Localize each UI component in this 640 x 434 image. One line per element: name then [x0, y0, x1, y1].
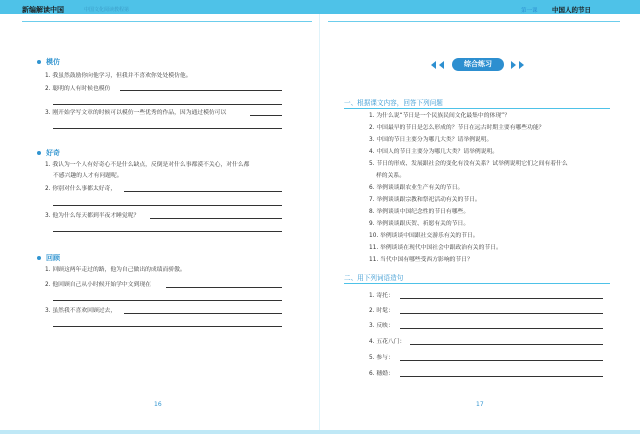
- answer-line[interactable]: [53, 300, 282, 301]
- question-item: 5. 节日的形成、发展跟社会的变化有没有关系？试举例说明它们之间有着什么: [369, 161, 568, 167]
- answer-line[interactable]: [400, 298, 603, 299]
- answer-line[interactable]: [120, 90, 282, 91]
- exercise-item: 3. 刚开始学写文章的时候可以模仿一些优秀的作品，因为通过模仿可以: [45, 110, 227, 116]
- answer-line[interactable]: [400, 328, 603, 329]
- word-item: 6. 穗婚：: [369, 371, 394, 377]
- question-item: 8. 举例谈谈中国纪念性的节日有哪些。: [369, 209, 470, 215]
- answer-line[interactable]: [400, 376, 603, 377]
- header-rule-right: [328, 21, 620, 22]
- section-heading: [37, 148, 60, 158]
- question-item: 样的关系。: [376, 173, 405, 179]
- answer-line[interactable]: [53, 326, 282, 327]
- section-heading: [37, 57, 60, 67]
- word-item: 2. 时髦：: [369, 308, 394, 314]
- unit-title: 中国人的节日: [552, 6, 591, 14]
- word-item: 1. 寄托：: [369, 293, 394, 299]
- page-gutter: [319, 14, 320, 434]
- exercise-item: 2. 你别对什么事都太好奇，: [45, 186, 117, 192]
- arrow-right-icon: [511, 61, 516, 69]
- section-title: 模仿: [46, 58, 60, 66]
- unit-label: 第一课: [521, 8, 538, 14]
- bullet-icon: [37, 151, 41, 155]
- exercise-item: 3. 他为什么每天都到半夜才睡觉呢？: [45, 213, 140, 219]
- page-number: 17: [476, 401, 484, 408]
- exercise-item: 不感兴趣的人才有问题呢。: [53, 173, 123, 179]
- answer-line[interactable]: [124, 313, 282, 314]
- banner-title: 综合练习: [464, 60, 492, 68]
- word-item: 5. 参与：: [369, 355, 394, 361]
- answer-line[interactable]: [400, 313, 603, 314]
- word-item: 3. 反映：: [369, 323, 394, 329]
- bullet-icon: [37, 60, 41, 64]
- arrow-right-icon: [519, 61, 524, 69]
- bullet-icon: [37, 256, 41, 260]
- question-item: 4. 中国人的节日主要分为哪几大类？请举例说明。: [369, 149, 499, 155]
- answer-line[interactable]: [53, 231, 282, 232]
- question-item: 11. 举例谈谈在现代中国社会中跟政治有关的节日。: [369, 245, 502, 251]
- book-title: 新编解读中国: [22, 6, 64, 14]
- part-title: 一、根据课文内容，回答下列问题: [344, 99, 443, 107]
- header-rule-left: [22, 21, 312, 22]
- question-item: 1. 为什么说“节日是一个民族民间文化最集中的体现”？: [369, 113, 510, 119]
- word-item: 4. 五花八门：: [369, 339, 406, 345]
- answer-line[interactable]: [250, 115, 282, 116]
- exercise-item: 3. 虽然我不喜欢回顾过去，: [45, 308, 117, 314]
- part-title: 二、用下列词语造句: [344, 274, 404, 282]
- footer-bar: [0, 430, 640, 434]
- arrow-left-icon: [431, 61, 436, 69]
- exercise-item: 1. 我虽然鼓励你向他学习，但我并不喜欢你处处模仿他。: [45, 73, 192, 79]
- part-title-rule: [344, 283, 610, 284]
- exercise-item: 2. 聪明的人有时候也模仿: [45, 86, 111, 92]
- answer-line[interactable]: [400, 360, 603, 361]
- section-title: 好奇: [46, 149, 60, 157]
- answer-line[interactable]: [410, 344, 603, 345]
- exercise-item: 1. 我认为一个人有好奇心不是什么缺点，反倒是对什么事都漠不关心，对什么都: [45, 162, 250, 168]
- question-item: 10. 举例谈谈中国跟社交游乐有关的节日。: [369, 233, 479, 239]
- arrow-left-icon: [439, 61, 444, 69]
- answer-line[interactable]: [53, 205, 282, 206]
- exercise-item: 2. 他回顾自己从小时候开始学中文到现在: [45, 282, 151, 288]
- answer-line[interactable]: [124, 191, 282, 192]
- question-item: 2. 中国最早的节日是怎么形成的？节日在远古时期主要有哪些功能？: [369, 125, 545, 131]
- question-item: 3. 中国的节日主要分为哪几大类？请举例说明。: [369, 137, 493, 143]
- banner-pill: [452, 58, 504, 71]
- question-item: 11. 当代中国有哪些受西方影响的节日？: [369, 257, 473, 263]
- answer-line[interactable]: [53, 104, 282, 105]
- answer-line[interactable]: [53, 128, 282, 129]
- answer-line[interactable]: [150, 218, 282, 219]
- section-banner: [431, 58, 525, 72]
- question-item: 6. 举例谈谈跟农业生产有关的节日。: [369, 185, 464, 191]
- question-item: 9. 举例谈谈跟庆贺、祈愿有关的节日。: [369, 221, 470, 227]
- section-title: 回顾: [46, 254, 60, 262]
- section-heading: [37, 253, 60, 263]
- part-title-rule: [344, 108, 610, 109]
- question-item: 7. 举例谈谈跟宗教和祭祀活动有关的节日。: [369, 197, 481, 203]
- exercise-item: 1. 回顾这两年走过的路，他为自己做出的成绩而骄傲。: [45, 267, 186, 273]
- book-subtitle: 中国文化阅读教程第: [84, 7, 130, 13]
- page-number: 16: [154, 401, 162, 408]
- answer-line[interactable]: [166, 287, 282, 288]
